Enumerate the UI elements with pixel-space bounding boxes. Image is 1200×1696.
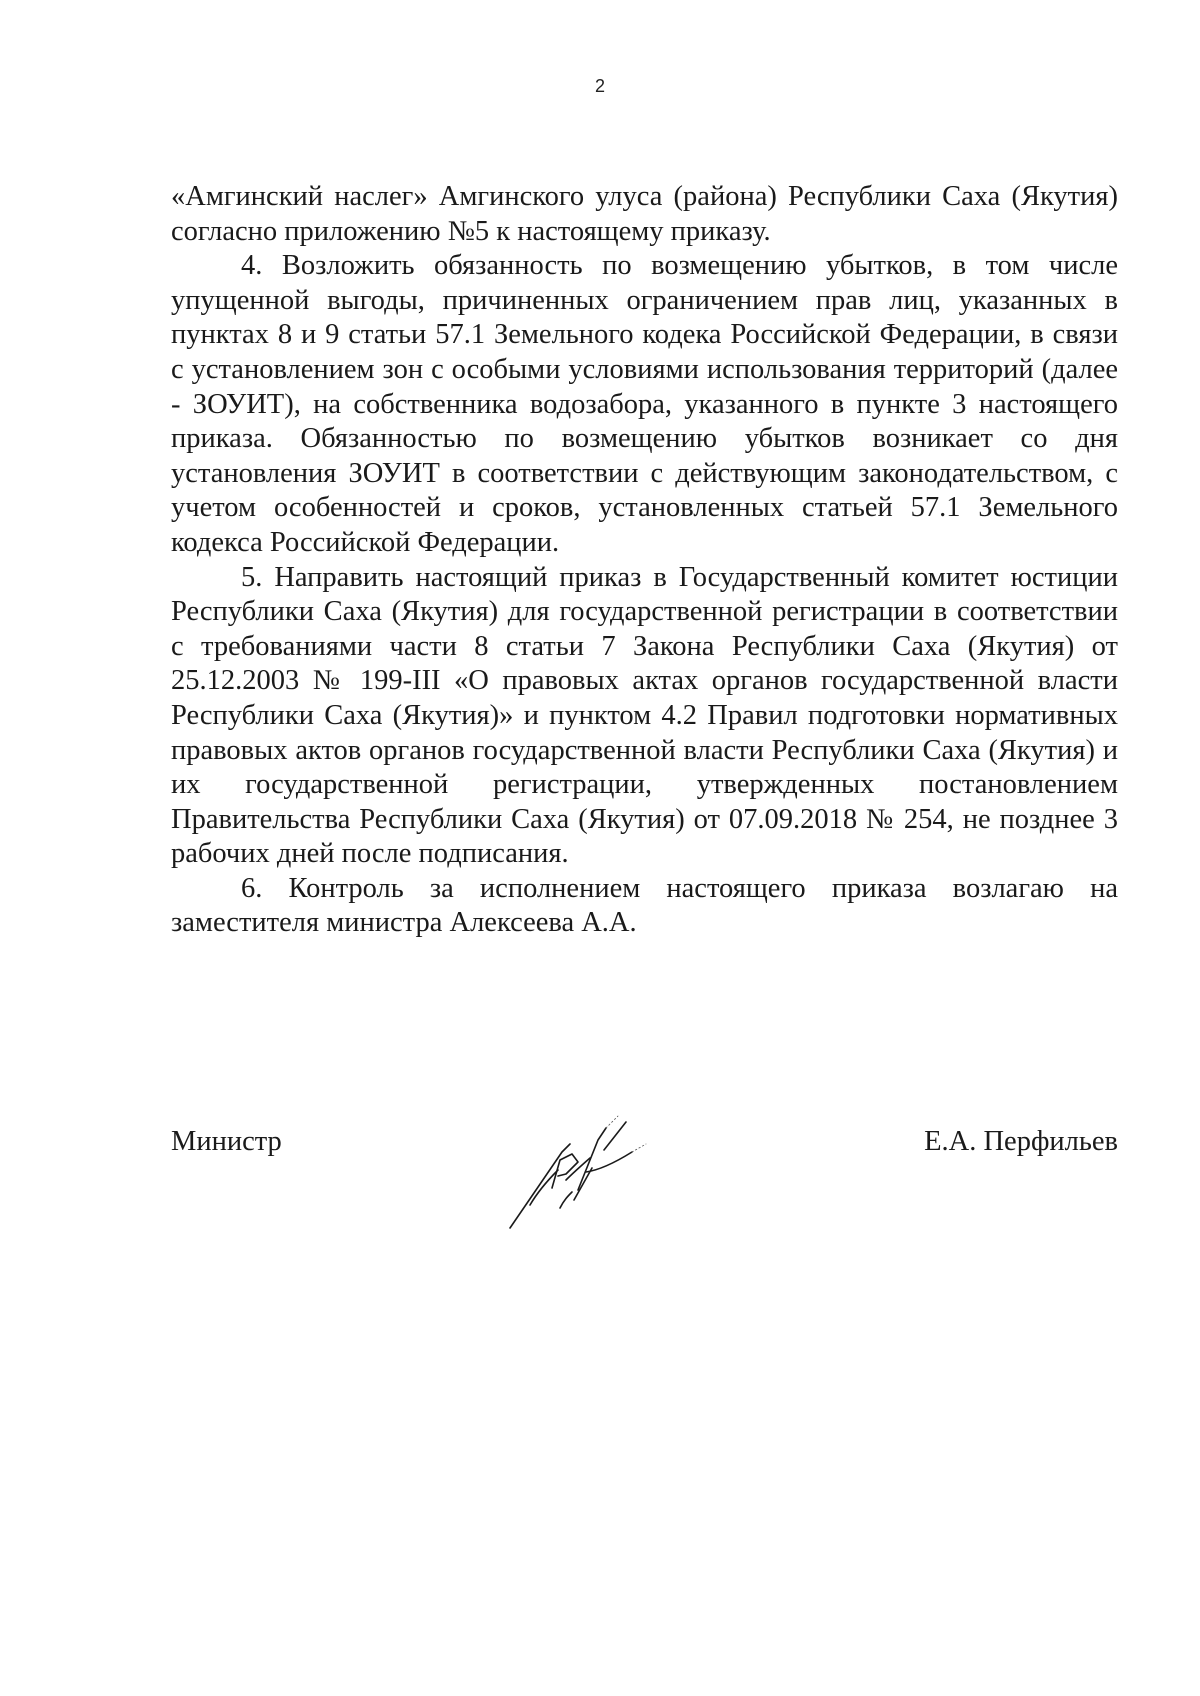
paragraph-item-6: 6. Контроль за исполнением настоящего приказа возлагаю на заместителя министра Алексеева А.А. bbox=[171, 872, 1118, 939]
page-number: 2 bbox=[594, 76, 605, 96]
signer-name: Е.А. Перфильев bbox=[924, 1126, 1118, 1157]
paragraph-item-4: 4. Возложить обязанность по возмещению убытков, в том числе упущенной выгоды, причиненных ограничением прав лиц, указанных в пунктах 8 и 9 статьи 57.1 Земельного кодека Российской Федерации, в связи с установлением зон с особыми условиями использования территорий (далее - ЗОУИТ), на собственника водозабора, указанного в пункте 3 настоящего приказа. Обязанностью по возмещению убытков возникает со дня установления ЗОУИТ в соответствии с действующим законодательством, с учетом особенностей и сроков, установленных статьей 57.1 Земельного кодекса Российской Федерации. bbox=[171, 250, 1118, 558]
handwritten-signature bbox=[500, 1110, 660, 1235]
signer-position: Министр bbox=[171, 1126, 282, 1157]
document-body bbox=[171, 180, 1118, 941]
paragraph-continuation: «Амгинский наслег» Амгинского улуса (района) Республики Саха (Якутия) согласно приложению №5 к настоящему приказу. bbox=[171, 181, 1118, 247]
paragraph-item-5: 5. Направить настоящий приказ в Государственный комитет юстиции Республики Саха (Якутия) для государственной регистрации в соответствии с требованиями части 8 статьи 7 Закона Республики Саха (Якутия) от 25.12.2003 № 199-III «О правовых актах органов государственной власти Республики Саха (Якутия)» и пунктом 4.2 Правил подготовки нормативных правовых актов органов государственной власти Республики Саха (Якутия) и их государственной регистрации, утвержденных постановлением Правительства Республики Саха (Якутия) от 07.09.2018 № 254, не позднее 3 рабочих дней после подписания. bbox=[171, 561, 1118, 870]
